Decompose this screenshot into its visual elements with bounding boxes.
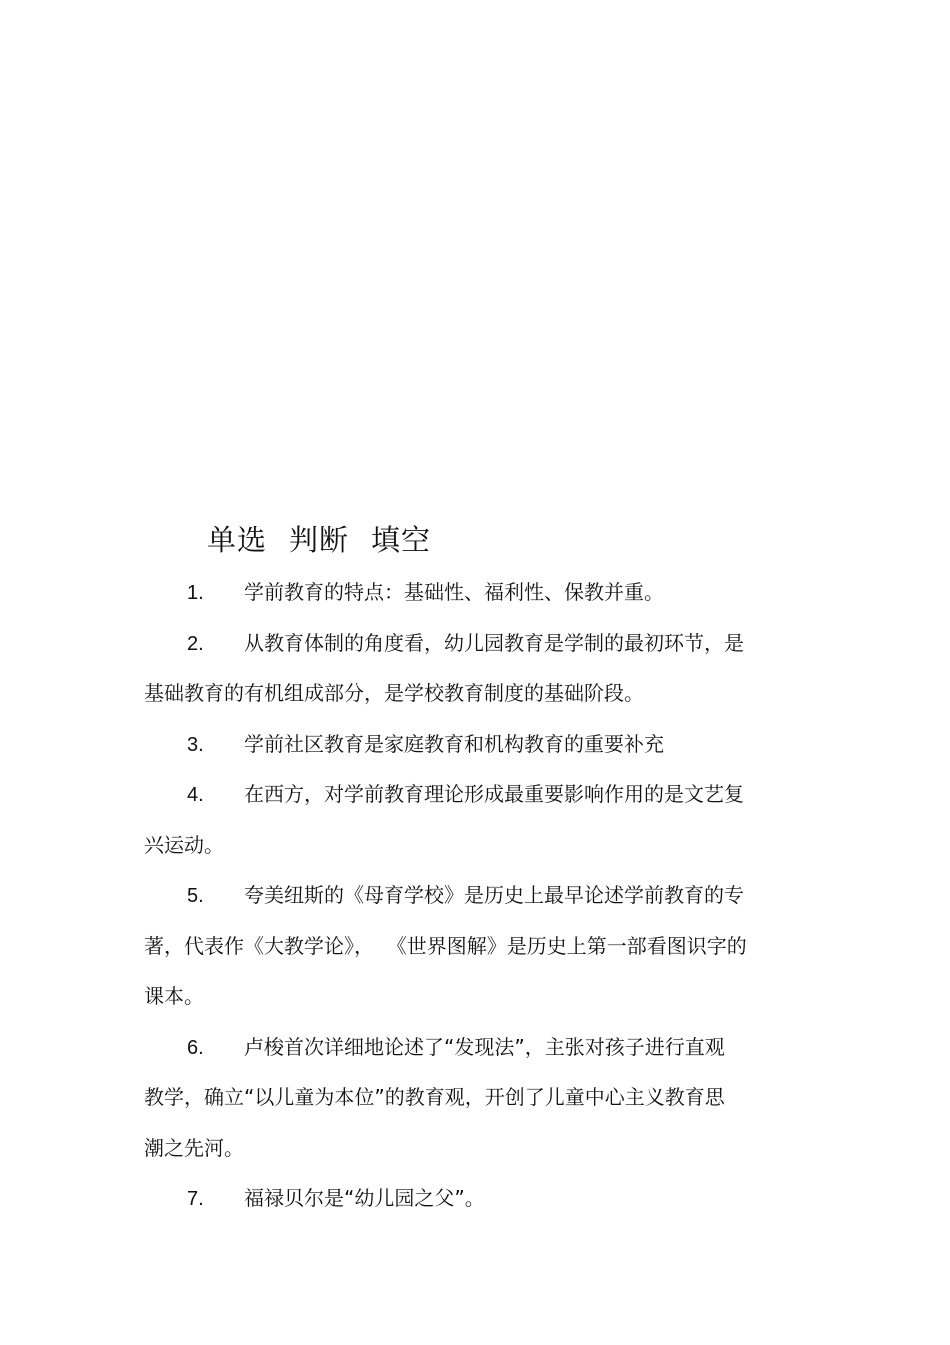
item-text: 基础教育的有机组成部分，是学校教育制度的基础阶段。 <box>144 681 644 705</box>
item-text: 潮之先河。 <box>144 1135 244 1160</box>
item-number: 3. <box>187 733 204 756</box>
list-item-continuation <box>144 921 784 972</box>
item-number: 4. <box>187 784 204 806</box>
list-item <box>144 719 784 770</box>
list-item <box>144 567 784 618</box>
item-text: 兴运动。 <box>144 832 224 857</box>
document-body <box>144 567 784 1224</box>
list-item-continuation <box>144 668 784 719</box>
item-text: 卢梭首次详细地论述了“发现法”，主张对孩子进行直观 <box>244 1034 725 1059</box>
list-item-continuation <box>144 1123 784 1174</box>
item-text: 学前教育的特点：基础性、福利性、保教并重。 <box>244 580 664 604</box>
item-number: 2. <box>187 632 204 655</box>
item-text: 福禄贝尔是“幼儿园之父”。 <box>244 1186 485 1210</box>
item-text: 在西方，对学前教育理论形成最重要影响作用的是文艺复 <box>244 782 744 806</box>
list-item <box>144 618 784 669</box>
item-text: 夸美纽斯的《母育学校》是历史上最早论述学前教育的专 <box>244 883 744 907</box>
list-item <box>144 1173 784 1224</box>
item-number: 7. <box>187 1188 204 1210</box>
heading-single-choice: 单选 <box>207 523 268 557</box>
section-heading <box>207 520 431 560</box>
heading-true-false: 判断 <box>289 523 350 557</box>
item-number: 6. <box>187 1036 204 1059</box>
item-text: 从教育体制的角度看，幼儿园教育是学制的最初环节，是 <box>244 630 744 655</box>
item-text: 著，代表作《大教学论》， 《世界图解》是历史上第一部看图识字的 <box>144 933 747 958</box>
list-item <box>144 1022 784 1073</box>
list-item <box>144 870 784 921</box>
item-number: 5. <box>187 885 204 907</box>
list-item-continuation <box>144 971 784 1022</box>
item-text: 教学，确立“以儿童为本位”的教育观，开创了儿童中心主义教育思 <box>144 1085 725 1109</box>
heading-fill-blank: 填空 <box>371 523 432 557</box>
list-item-continuation <box>144 820 784 871</box>
list-item <box>144 769 784 820</box>
item-text: 学前社区教育是家庭教育和机构教育的重要补充 <box>244 731 664 756</box>
item-number: 1. <box>187 582 204 604</box>
list-item-continuation <box>144 1072 784 1123</box>
item-text: 课本。 <box>144 984 204 1008</box>
